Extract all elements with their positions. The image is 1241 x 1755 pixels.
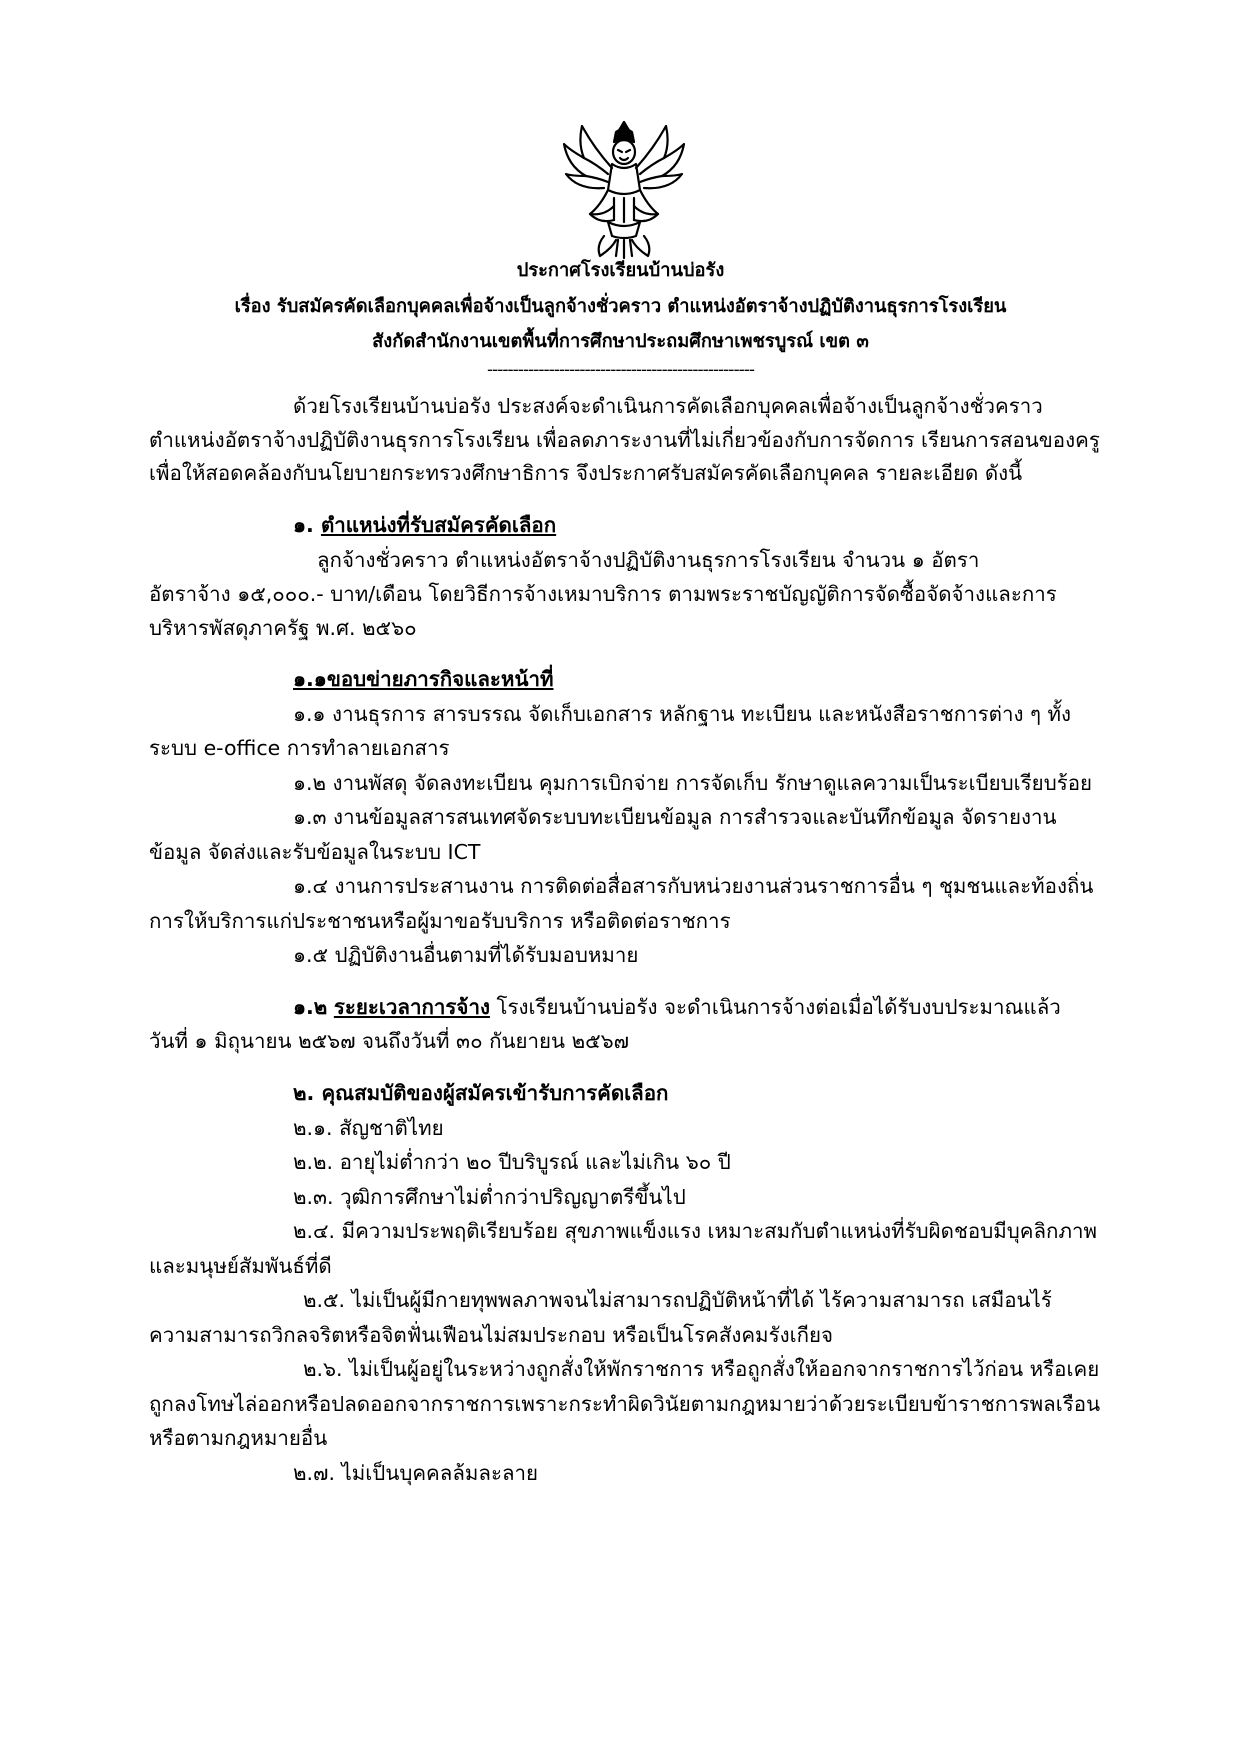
scope-line: ๑.๓ งานข้อมูลสารสนเทศจัดระบบทะเบียนข้อมูล การสำรวจและบันทึกข้อมูล จัดรายงาน bbox=[293, 805, 1057, 829]
qualification-line: ๒.๑. สัญชาติไทย bbox=[293, 1116, 444, 1140]
scope-line: ๑.๔ งานการประสานงาน การติดต่อสื่อสารกับหน่วยงานส่วนราชการอื่น ๆ ชุมชนและท้องถิ่น bbox=[293, 874, 1094, 898]
scope-heading: ๑.๑ขอบข่ายภารกิจและหน้าที่ bbox=[293, 667, 554, 691]
intro-line: ด้วยโรงเรียนบ้านบ่อรัง ประสงค์จะดำเนินการคัดเลือกบุคคลเพื่อจ้างเป็นลูกจ้างชั่วคราว bbox=[293, 394, 1043, 418]
divider-line: ---------------------------------------------------- bbox=[487, 360, 754, 380]
qualification-line: ถูกลงโทษไล่ออกหรือปลดออกจากราชการเพราะกระทำผิดวินัยตามกฎหมายว่าด้วยระเบียบข้าราชการพลเรือน bbox=[149, 1392, 1101, 1416]
scope-line: ระบบ e-office การทำลายเอกสาร bbox=[149, 736, 450, 760]
qualification-line: ๒.๖. ไม่เป็นผู้อยู่ในระหว่างถูกสั่งให้พักราชการ หรือถูกสั่งให้ออกจากราชการไว้ก่อน หรือเคย bbox=[303, 1357, 1100, 1381]
qualification-line: ๒.๗. ไม่เป็นบุคคลล้มละลาย bbox=[293, 1461, 539, 1485]
qualification-line: ๒.๔. มีความประพฤติเรียบร้อย สุขภาพแข็งแรง เหมาะสมกับตำแหน่งที่รับผิดชอบมีบุคลิกภาพ bbox=[293, 1219, 1097, 1243]
section1-line: บริหารพัสดุภาครัฐ พ.ศ. ๒๕๖๐ bbox=[149, 616, 417, 640]
scope-line: ๑.๕ ปฏิบัติงานอื่นตามที่ได้รับมอบหมาย bbox=[293, 943, 639, 967]
announcement-affiliation: สังกัดสำนักงานเขตพื้นที่การศึกษาประถมศึกษาเพชรบูรณ์ เขต ๓ bbox=[372, 331, 869, 352]
qualification-line: ๒.๓. วุฒิการศึกษาไม่ต่ำกว่าปริญญาตรีขึ้นไป bbox=[293, 1185, 686, 1209]
section1-number: ๑. bbox=[293, 513, 314, 537]
intro-line: เพื่อให้สอดคล้องกับนโยบายกระทรวงศึกษาธิการ จึงประกาศรับสมัครคัดเลือกบุคคล รายละเอียด ดังนี้ bbox=[149, 461, 1023, 485]
intro-line: ตำแหน่งอัตราจ้างปฏิบัติงานธุรการโรงเรียน เพื่อลดภาระงานที่ไม่เกี่ยวข้องกับการจัดการ เรียนการสอนของครู bbox=[149, 428, 1100, 452]
section1-line: อัตราจ้าง ๑๕,๐๐๐.- บาท/เดือน โดยวิธีการจ้างเหมาบริการ ตามพระราชบัญญัติการจัดซื้อจัดจ้างและการ bbox=[149, 582, 1057, 606]
period-dates: วันที่ ๑ มิถุนายน ๒๕๖๗ จนถึงวันที่ ๓๐ กันยายน ๒๕๖๗ bbox=[149, 1029, 630, 1053]
announcement-title: ประกาศโรงเรียนบ้านบ่อรัง bbox=[516, 260, 725, 281]
qualification-line: ความสามารถวิกลจริตหรือจิตฟั่นเฟือนไม่สมประกอบ หรือเป็นโรคสังคมรังเกียจ bbox=[149, 1323, 834, 1347]
section1-title: ตำแหน่งที่รับสมัครคัดเลือก bbox=[320, 513, 557, 537]
qualification-line: ๒.๕. ไม่เป็นผู้มีกายทุพพลภาพจนไม่สามารถปฏิบัติหน้าที่ได้ ไร้ความสามารถ เสมือนไร้ bbox=[303, 1288, 1052, 1312]
qualification-line: ๒.๒. อายุไม่ต่ำกว่า ๒๐ ปีบริบูรณ์ และไม่เกิน ๖๐ ปี bbox=[293, 1150, 731, 1174]
qualification-line: หรือตามกฎหมายอื่น bbox=[149, 1426, 328, 1450]
announcement-subject: เรื่อง รับสมัครคัดเลือกบุคคลเพื่อจ้างเป็นลูกจ้างชั่วคราว ตำแหน่งอัตราจ้างปฏิบัติงานธุรการโรงเรียน bbox=[234, 296, 1007, 317]
period-text: โรงเรียนบ้านบ่อรัง จะดำเนินการจ้างต่อเมื่อได้รับงบประมาณแล้ว bbox=[496, 995, 1061, 1019]
garuda-emblem-icon bbox=[560, 118, 688, 260]
section1-line: ลูกจ้างชั่วคราว ตำแหน่งอัตราจ้างปฏิบัติงานธุรการโรงเรียน จำนวน ๑ อัตรา bbox=[317, 548, 980, 572]
scope-line: ๑.๑ งานธุรการ สารบรรณ จัดเก็บเอกสาร หลักฐาน ทะเบียน และหนังสือราชการต่าง ๆ ทั้ง bbox=[293, 702, 1072, 726]
scope-line: ๑.๒ งานพัสดุ จัดลงทะเบียน คุมการเบิกจ่าย การจัดเก็บ รักษาดูแลความเป็นระเบียบเรียบร้อย bbox=[293, 771, 1093, 795]
period-heading: ระยะเวลาการจ้าง bbox=[333, 995, 490, 1019]
period-number: ๑.๒ bbox=[293, 995, 328, 1019]
qualification-line: และมนุษย์สัมพันธ์ที่ดี bbox=[149, 1254, 332, 1278]
scope-line: การให้บริการแก่ประชาชนหรือผู้มาขอรับบริการ หรือติดต่อราชการ bbox=[149, 909, 731, 933]
period-line bbox=[293, 997, 1061, 1018]
scope-line: ข้อมูล จัดส่งและรับข้อมูลในระบบ ICT bbox=[149, 840, 481, 864]
section2-heading: ๒. คุณสมบัติของผู้สมัครเข้ารับการคัดเลือก bbox=[293, 1081, 669, 1105]
section1-heading bbox=[293, 515, 556, 536]
